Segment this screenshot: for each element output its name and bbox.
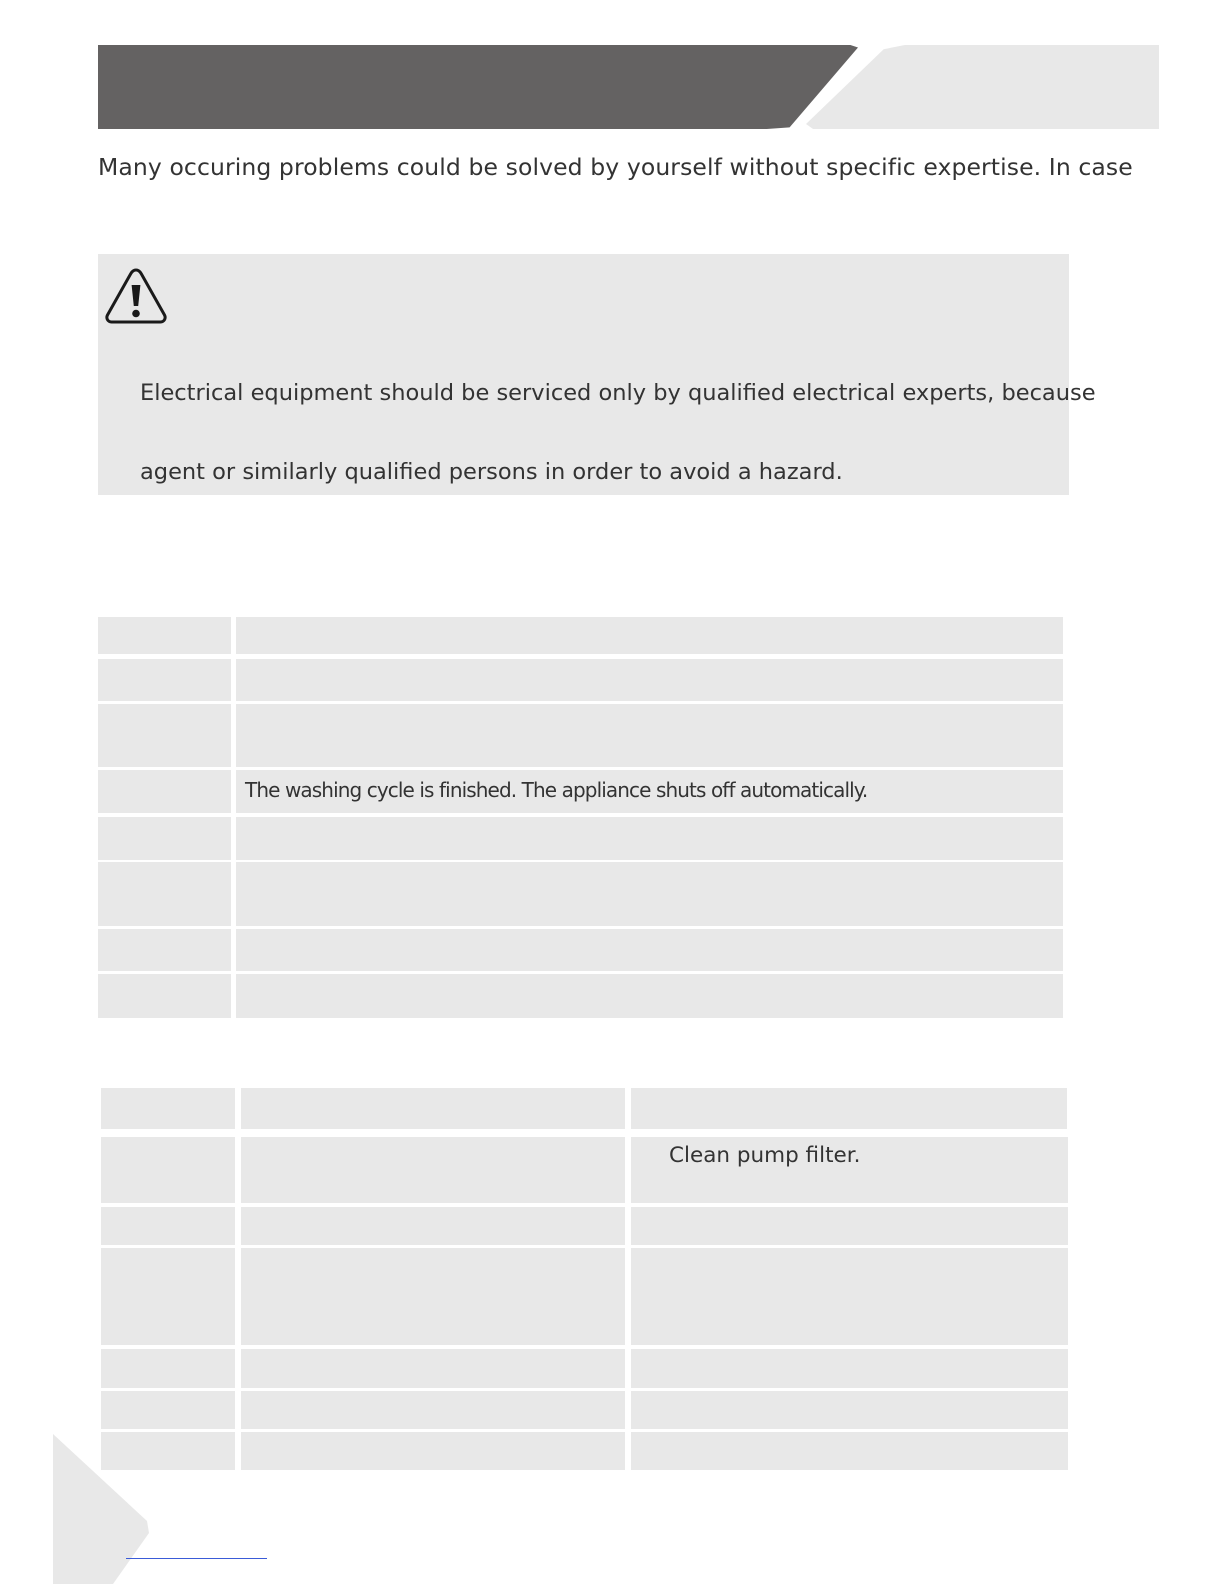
display-table-description-cell xyxy=(236,617,1063,654)
display-table-description-cell xyxy=(236,862,1063,926)
section-header-bar xyxy=(98,45,858,129)
error-table-code-cell xyxy=(101,1349,235,1388)
display-table-code-cell xyxy=(98,817,231,860)
display-table-code-cell xyxy=(98,770,231,813)
display-table-description-cell xyxy=(236,770,1063,813)
error-table-cause-cell xyxy=(241,1137,625,1203)
error-table-code-cell xyxy=(101,1248,235,1345)
error-table-code-cell xyxy=(101,1088,235,1129)
error-table-code-cell xyxy=(101,1432,235,1470)
error-table-solution-cell xyxy=(631,1432,1068,1470)
error-table-code-cell xyxy=(101,1137,235,1203)
display-table-code-cell xyxy=(98,974,231,1018)
error-table-cause-cell xyxy=(241,1088,625,1129)
error-table-cause-cell xyxy=(241,1248,625,1345)
error-table-cause-cell xyxy=(241,1432,625,1470)
warning-text-line-1: Electrical equipment should be serviced only by qualified electrical experts, because xyxy=(140,380,1096,406)
intro-paragraph: Many occuring problems could be solved by yourself without specific expertise. In case xyxy=(98,153,1133,181)
display-table-code-cell xyxy=(98,704,231,767)
clean-pump-filter-text: Clean pump filter. xyxy=(669,1143,861,1168)
display-table-description-cell xyxy=(236,974,1063,1018)
warning-triangle-icon xyxy=(104,266,168,326)
warning-box xyxy=(98,254,1096,495)
display-table-description-cell xyxy=(236,929,1063,971)
display-table-code-cell xyxy=(98,659,231,701)
error-table-solution-cell xyxy=(631,1248,1068,1345)
error-table-cause-cell xyxy=(241,1391,625,1429)
error-table-solution-cell xyxy=(631,1349,1068,1388)
error-table-solution-cell xyxy=(631,1137,1068,1203)
finished-cycle-description: The washing cycle is finished. The appliance shuts off automatically. xyxy=(245,778,868,802)
display-table-code-cell xyxy=(98,862,231,926)
display-table-description-cell xyxy=(236,659,1063,701)
warning-text-line-2: agent or similarly qualified persons in order to avoid a hazard. xyxy=(140,459,843,485)
display-table-code-cell xyxy=(98,617,231,654)
footer-link-underline[interactable] xyxy=(126,1558,267,1559)
error-table-code-cell xyxy=(101,1391,235,1429)
error-table-code-cell xyxy=(101,1207,235,1245)
error-table-solution-cell xyxy=(631,1088,1067,1129)
section-header-tab xyxy=(806,45,1159,129)
error-table-cause-cell xyxy=(241,1207,625,1245)
display-table-description-cell xyxy=(236,704,1063,767)
error-table-cause-cell xyxy=(241,1349,625,1388)
error-table-solution-cell xyxy=(631,1391,1068,1429)
display-table-code-cell xyxy=(98,929,231,971)
display-table-description-cell xyxy=(236,817,1063,860)
error-table-solution-cell xyxy=(631,1207,1068,1245)
